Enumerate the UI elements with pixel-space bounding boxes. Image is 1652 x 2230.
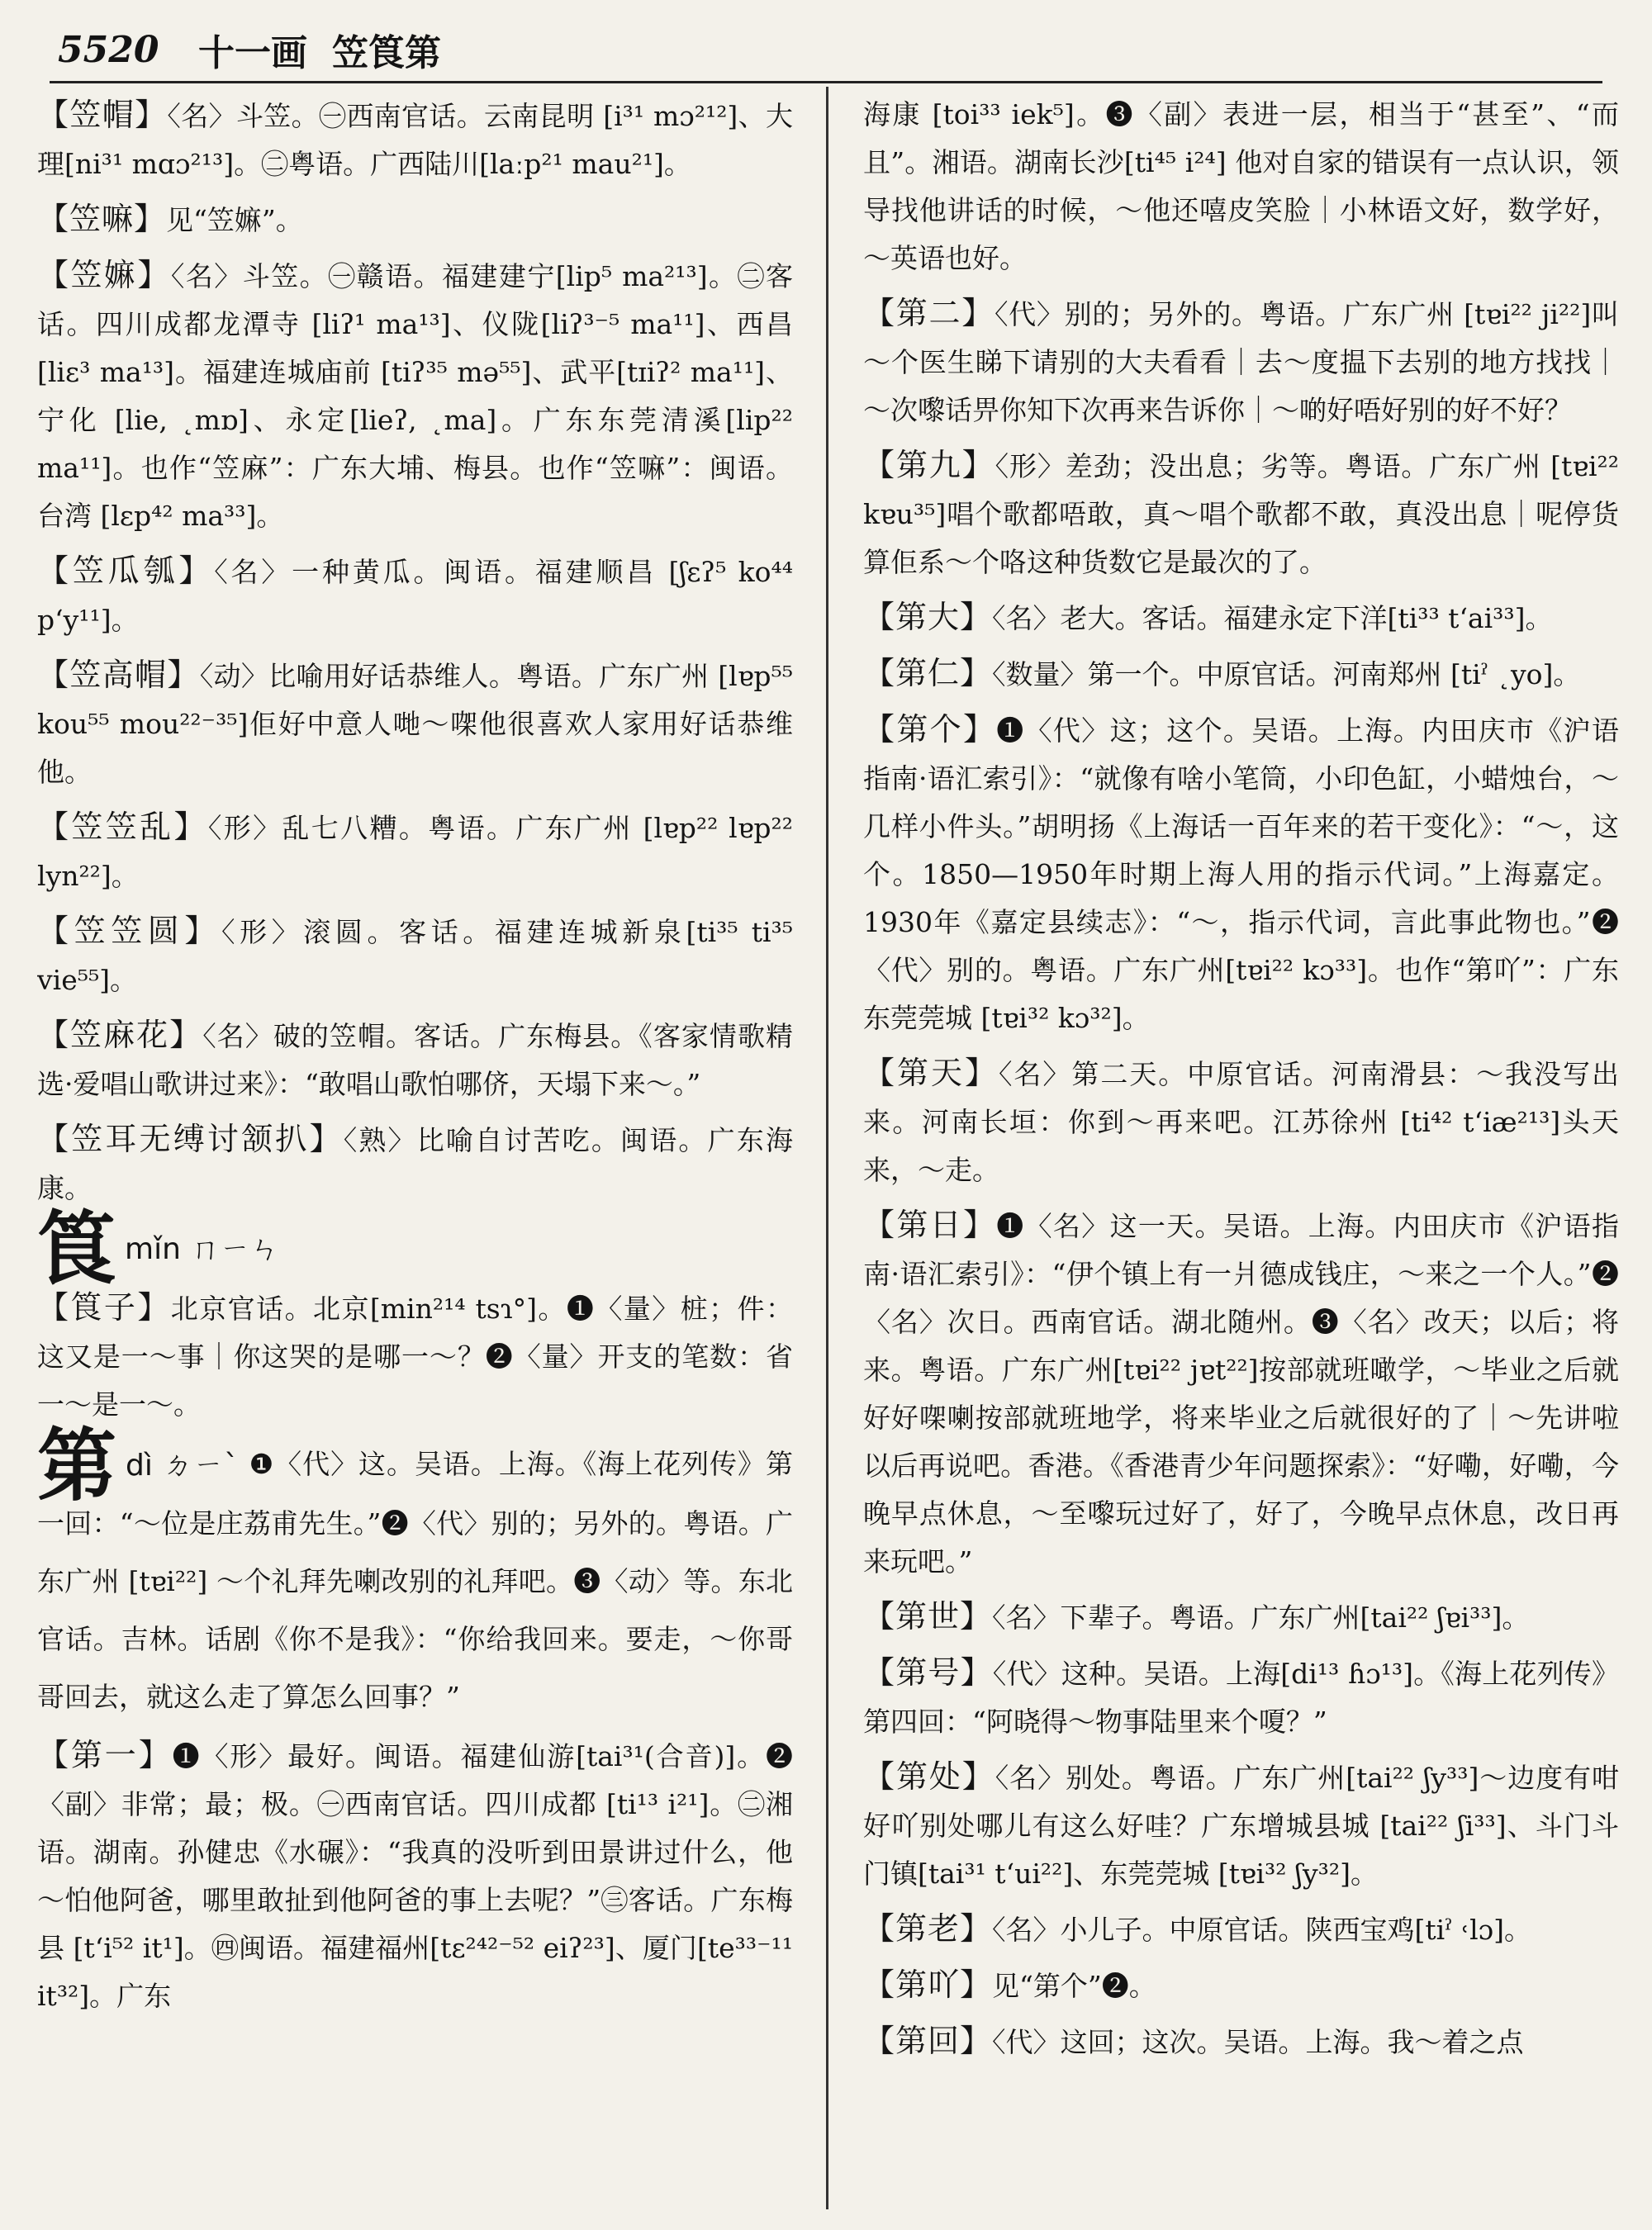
dictionary-entry (37, 251, 793, 540)
definition: 〈名〉破的笠帽。客话。广东梅县。《客家情歌精选·爱唱山歌讲过来》：“敢唱山歌怕哪侪，天塌下来～。” (37, 1020, 793, 1100)
head-character-entry (37, 1203, 793, 1296)
headword: 【 笠笠圆 】 (37, 913, 221, 949)
dictionary-entry (37, 1731, 793, 2020)
left-column (37, 91, 793, 2213)
dictionary-entry (863, 1201, 1619, 1586)
headword: 【 笠麻花 】 (37, 1017, 202, 1053)
headword: 【 第一 】 (37, 1737, 173, 1773)
header-rule (50, 81, 1602, 83)
dictionary-entry (37, 1115, 793, 1212)
headword: 【 第回 】 (863, 2023, 992, 2059)
headword: 【 第二 】 (863, 295, 995, 331)
definition: 海康 [toi³³ iek⁵]。❸〈副〉表进一层，相当于“甚至”、“而且”。湘语。湖南长沙[ti⁴⁵ i²⁴] 他对自家的错误有一点认识，领导找他讲话的时候，～他还嘻皮笑脸｜小林语文好，数学好，～英语也好。 (863, 98, 1619, 274)
headword: 【 笠嘛 】 (37, 201, 166, 237)
definition: ❶〈代〉这；这个。吴语。上海。内田庆市《沪语指南·语汇索引》：“就像有啥小笔筒，小印色缸，小蜡烛台，～几样小件头。”胡明扬《上海话一百年来的若干变化》：“～，这个。1850—1950年时期上海人用的指示代词。”上海嘉定。1930年《嘉定县续志》：“～，指示代词，言此事此物也。”❷〈代〉别的。粤语。广东广州[tɐi²² kɔ³³]。也作“第吖”：广东东莞莞城 [tɐi³² kɔ³²]。 (863, 714, 1619, 1034)
headword: 【 笠嫲 】 (37, 257, 171, 293)
dictionary-entry (37, 803, 793, 900)
headword: 【 第吖 】 (863, 1967, 992, 2003)
dictionary-entry (37, 91, 793, 188)
dictionary-entry (37, 907, 793, 1004)
definition: 〈名〉下辈子。粤语。广东广州[tai²² ʃɐi³³]。 (992, 1601, 1530, 1634)
definition: 见“笠嫲”。 (166, 204, 303, 236)
dictionary-entry (863, 91, 1619, 282)
page-header (58, 17, 1611, 83)
head-character: 筤 (37, 1203, 116, 1296)
definition: 〈名〉斗笠。㊀赣语。福建建宁[lip⁵ ma²¹³]。㊁客话。四川成都龙潭寺 [liʔ¹ ma¹³]、仪陇[liʔ³⁻⁵ ma¹¹]、西昌 [liɛ³ ma¹³]。福建连城庙前 [tiʔ³⁵ mə⁵⁵]、武平[tɪiʔ² ma¹¹]、宁化 [lie, ˛mɒ]、永定[lieʔ, ˛ma]。广东东莞清溪[lip²² ma¹¹]。也作“笠麻”：广东大埔、梅县。也作“笠嘛”：闽语。台湾 [lɛp⁴² ma³³]。 (37, 260, 793, 532)
dictionary-entry (863, 441, 1619, 586)
definition: 〈名〉别处。粤语。广东广州[tai²² ʃy³³]～边度有咁好吖别处哪儿有这么好哇？广东增城县城 [tai²² ʃi³³]、斗门斗门镇[tai³¹ t‘ui²²]、东莞莞城 [tɐi³² ʃy³²]。 (863, 1762, 1619, 1890)
dictionary-entry (37, 547, 793, 644)
definition: 〈形〉差劲；没出息；劣等。粤语。广东广州 [tɐi²² kɐu³⁵]唱个歌都唔敢，真～唱个歌都不敢，真没出息｜呢停货算佢系～个咯这种货数它是最次的了。 (863, 450, 1619, 578)
page-number: 5520 (58, 28, 159, 71)
head-character: 第 (37, 1419, 117, 1512)
dictionary-entry (37, 195, 793, 244)
definition: 〈名〉小儿子。中原官话。陕西宝鸡[tiˀ ˓lɔ]。 (992, 1914, 1532, 1946)
pronunciation: dì ㄉㄧˋ (125, 1449, 240, 1483)
headword: 【 第号 】 (863, 1654, 993, 1691)
dictionary-entry (37, 1283, 793, 1429)
definition: 〈代〉别的；另外的。粤语。广东广州 [tɐi²² ji²²]叫～个医生睇下请别的大夫看看｜去～度揾下去别的地方找找｜～次嚟话畀你知下次再来告诉你｜～啲好唔好别的好不好？ (863, 298, 1619, 426)
definition: 〈动〉比喻用好话恭维人。粤语。广东广州 [lɐp⁵⁵ kou⁵⁵ mou²²⁻³⁵]佢好中意人哋～㗎他很喜欢人家用好话恭维他。 (37, 660, 793, 788)
dictionary-entry (863, 2017, 1619, 2066)
headword: 【 第个 】 (863, 711, 996, 747)
dictionary-entry (37, 651, 793, 796)
headword: 【 笠耳无缚讨颔扒 】 (37, 1121, 344, 1157)
dictionary-entry (863, 649, 1619, 699)
dictionary-entry (37, 1011, 793, 1108)
dictionary-entry (863, 593, 1619, 643)
headword: 【 笠高帽 】 (37, 657, 200, 693)
definition: 〈熟〉比喻自讨苦吃。闽语。广东海康。 (37, 1124, 793, 1204)
column-divider (826, 87, 828, 2209)
definition: 〈名〉斗笠。㊀西南官话。云南昆明 [i³¹ mɔ²¹²]、大理[ni³¹ mɑɔ²¹³]。㊁粤语。广西陆川[laːp²¹ mau²¹]。 (37, 100, 793, 180)
definition: 见“第个”❷。 (992, 1970, 1156, 2002)
chapter-label: 十一画 (198, 32, 307, 74)
headword: 【 第天 】 (863, 1055, 999, 1091)
dictionary-entry (863, 1649, 1619, 1746)
dictionary-entry (863, 1049, 1619, 1194)
dictionary-entry (863, 705, 1619, 1042)
headword: 【 第老 】 (863, 1910, 992, 1947)
headword: 【 第仁 】 (863, 655, 992, 691)
definition: 〈名〉第二天。中原官话。河南滑县：～我没写出来。河南长垣：你到～再来吧。江苏徐州 [ti⁴² t‘iæ²¹³]头天来，～走。 (863, 1058, 1619, 1186)
headword: 【 笠帽 】 (37, 97, 167, 133)
dictionary-entry (863, 1753, 1619, 1898)
definition: 北京官话。北京[min²¹⁴ tsɿ°]。❶〈量〉桩；件：这又是一～事｜你这哭的是哪一～？❷〈量〉开支的笔数：省一～是一～。 (37, 1293, 793, 1421)
dictionary-entry (863, 1905, 1619, 1954)
headword: 【 第日 】 (863, 1207, 996, 1243)
definition: 〈代〉这回；这次。吴语。上海。我～着之点 (992, 2026, 1524, 2058)
definition: ❶〈代〉这。吴语。上海。《海上花列传》第一回：“～位是庄荔甫先生。”❷〈代〉别的；另外的。粤语。广东广州 [tɐi²²] ～个礼拜先喇改别的礼拜吧。❸〈动〉等。东北官话。吉林。话剧《你不是我》：“你给我回来。要走，～你哥哥回去，就这么走了算怎么回事？” (37, 1448, 793, 1713)
dictionary-entry (863, 1961, 1619, 2010)
headword: 【 第处 】 (863, 1758, 995, 1795)
headword: 【 第大 】 (863, 599, 992, 635)
dictionary-entry (863, 1592, 1619, 1642)
definition: 〈形〉滚圆。客话。福建连城新泉[ti³⁵ ti³⁵ vie⁵⁵]。 (37, 916, 793, 996)
dictionary-entry (863, 289, 1619, 434)
definition: 〈形〉乱七八糟。粤语。广东广州 [lɐp²² lɐp²² lyn²²]。 (37, 812, 793, 892)
headword: 【 笠瓜瓠 】 (37, 553, 214, 589)
headword: 【 筤子 】 (37, 1289, 171, 1326)
definition: ❶〈形〉最好。闽语。福建仙游[tai³¹(合音)]。❷〈副〉非常；最；极。㊀西南官话。四川成都 [ti¹³ i²¹]。㊁湘语。湖南。孙健忠《水碾》：“我真的没听到田景讲过什么，他～怕他阿爸，哪里敢扯到他阿爸的事上去呢？”㊂客话。广东梅县 [t‘i⁵² it¹]。㊃闽语。福建福州[tɛ²⁴²⁻⁵² eiʔ²³]、厦门[te³³⁻¹¹ it³²]。广东 (37, 1740, 793, 2012)
right-column (863, 91, 1619, 2213)
definition: 〈代〉这种。吴语。上海[di¹³ ɦɔ¹³]。《海上花列传》第四回：“阿晓得～物事陆里来个嗄？” (863, 1658, 1619, 1738)
pronunciation: mǐn ㄇㄧㄣ (125, 1232, 280, 1266)
definition: ❶〈名〉这一天。吴语。上海。内田庆市《沪语指南·语汇索引》：“伊个镇上有一爿德成钱庄，～来之一个人。”❷〈名〉次日。西南官话。湖北随州。❸〈名〉改天；以后；将来。粤语。广东广州[tɐi²² jɐt²²]按部就班噉学，～毕业之后就好好㗎喇按部就班地学，将来毕业之后就很好的了｜～先讲啦以后再说吧。香港。《香港青少年问题探索》：“好嘞，好嘞，今晚早点休息，～至嚟玩过好了，好了，今晚早点休息，改日再来玩吧。” (863, 1210, 1619, 1578)
headword: 【 第世 】 (863, 1598, 992, 1635)
definition: 〈数量〉第一个。中原官话。河南郑州 [tiˀ ˛yo]。 (992, 658, 1581, 690)
definition: 〈名〉一种黄瓜。闽语。福建顺昌 [ʃɛʔ⁵ ko⁴⁴ p‘y¹¹]。 (37, 556, 793, 636)
definition: 〈名〉老大。客话。福建永定下洋[ti³³ t‘ai³³]。 (992, 602, 1553, 634)
chapter-characters: 笠筤第 (332, 32, 441, 74)
headword: 【 第九 】 (863, 447, 995, 483)
head-character-entry (37, 1419, 793, 1726)
headword: 【 笠笠乱 】 (37, 809, 208, 845)
